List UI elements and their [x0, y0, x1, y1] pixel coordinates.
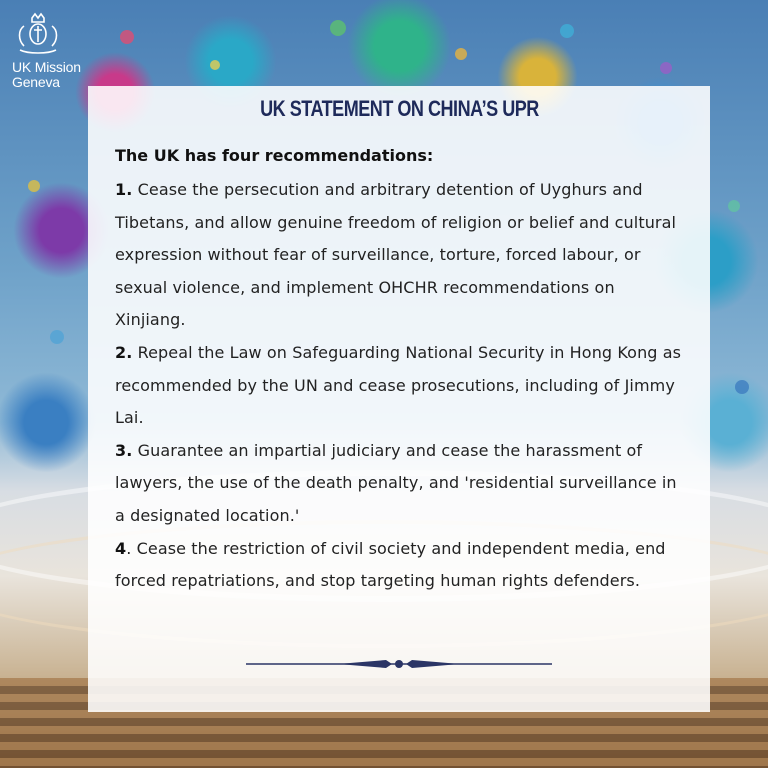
- recommendation-number: 3.: [115, 440, 133, 460]
- recommendation-2: [115, 337, 684, 435]
- uk-mission-logo: [12, 12, 92, 90]
- statement-title: UK STATEMENT ON CHINA’S UPR: [260, 96, 539, 121]
- recommendation-text: Cease the persecution and arbitrary detention of Uyghurs and Tibetans, and allow genuine freedom of religion or belief and cultural expression without fear of surveillance, torture, forced labour, or sexual violence, and implement OHCHR recommendations on Xinjiang.: [115, 180, 677, 330]
- ornamental-divider: [246, 657, 552, 671]
- brand-line-2: Geneva: [12, 74, 60, 90]
- recommendation-text: . Cease the restriction of civil society and independent media, end forced repatriations, and stop targeting human rights defenders.: [115, 538, 666, 591]
- statement-card: [88, 86, 710, 712]
- royal-crest-icon: [12, 12, 64, 58]
- statement-intro: The UK has four recommendations:: [115, 146, 434, 165]
- brand-line-1: UK Mission: [12, 59, 81, 75]
- recommendation-number: 1.: [115, 180, 133, 199]
- recommendation-number: 4: [115, 538, 127, 558]
- recommendation-text: Guarantee an impartial judiciary and cease the harassment of lawyers, the use of the death penalty, and 'residential surveillance in a designated location.': [115, 440, 677, 525]
- recommendation-3: [115, 435, 684, 533]
- recommendation-1: [115, 174, 684, 337]
- recommendation-text: Repeal the Law on Safeguarding National Security in Hong Kong as recommended by the UN and cease prosecutions, including of Jimmy Lai.: [115, 342, 682, 428]
- recommendation-number: 2.: [115, 342, 133, 362]
- recommendation-4: [115, 533, 684, 598]
